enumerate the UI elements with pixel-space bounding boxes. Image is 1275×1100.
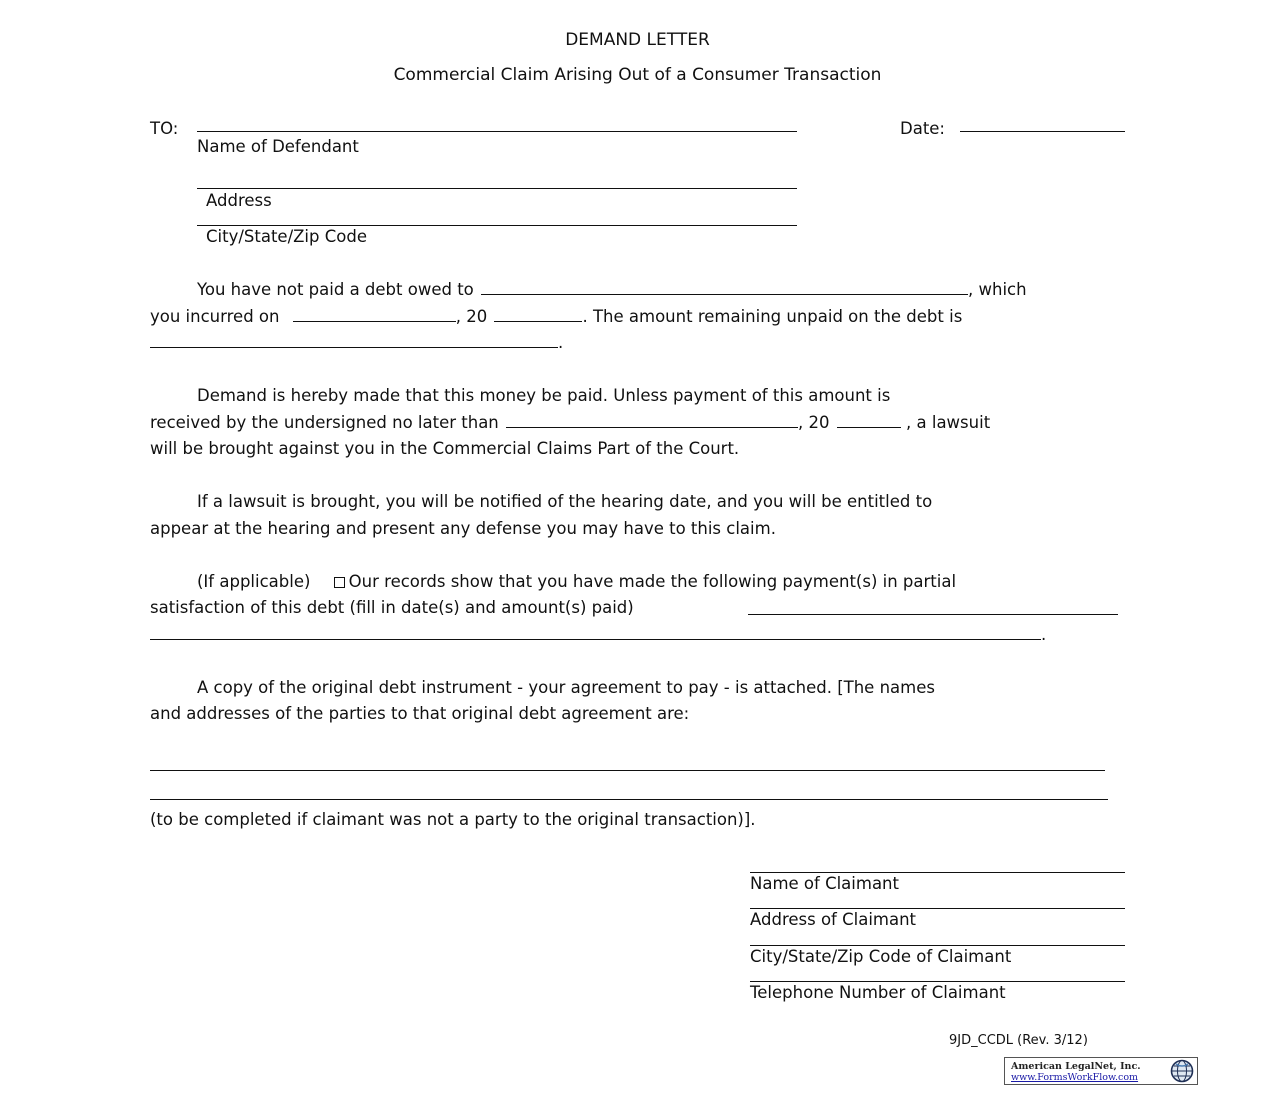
deadline-date-blank[interactable] — [506, 413, 798, 428]
claimant-address-caption: Address of Claimant — [750, 910, 917, 929]
para2-text-a: Demand is hereby made that this money be paid. Unless payment of this amount is — [197, 386, 891, 405]
parties-blank-1[interactable] — [150, 770, 1105, 771]
para2-line2 — [150, 413, 990, 432]
para4-line3 — [150, 625, 1046, 644]
para1-line3 — [150, 333, 563, 352]
globe-icon — [1170, 1059, 1194, 1083]
para4-text-c: satisfaction of this debt (fill in date(s) and amount(s) paid) — [150, 598, 634, 617]
defendant-address-line[interactable] — [197, 188, 797, 189]
logo-website-link[interactable]: www.FormsWorkFlow.com — [1011, 1072, 1139, 1083]
logo-company-name: American LegalNet, Inc. — [1011, 1061, 1141, 1072]
para1-text-d: , 20 — [455, 307, 488, 326]
para3-line2: appear at the hearing and present any defense you may have to this claim. — [150, 519, 776, 538]
defendant-city-caption: City/State/Zip Code — [206, 227, 367, 246]
payments-blank-1[interactable] — [748, 614, 1118, 615]
to-label: TO: — [150, 119, 179, 138]
para4-text-a: (If applicable) — [197, 572, 311, 591]
para5-line2: and addresses of the parties to that original debt agreement are: — [150, 704, 690, 723]
para1-line2 — [150, 307, 962, 326]
para5-text-a: A copy of the original debt instrument - your agreement to pay - is attached. [The names — [197, 678, 935, 697]
claimant-phone-line[interactable] — [750, 981, 1125, 982]
para2-text-b: received by the undersigned no later than — [150, 413, 499, 432]
para4-line1 — [150, 572, 956, 591]
para4-text-b: Our records show that you have made the following payment(s) in partial — [348, 572, 957, 591]
para2-line3: will be brought against you in the Commercial Claims Part of the Court. — [150, 439, 740, 458]
para4-line2 — [150, 598, 634, 617]
partial-payment-checkbox[interactable] — [334, 577, 345, 588]
para3-line1 — [150, 492, 932, 511]
payments-blank-2[interactable] — [150, 625, 1041, 640]
para1-text-c: you incurred on — [150, 307, 280, 326]
para5-line1 — [150, 678, 935, 697]
date-line[interactable] — [960, 131, 1125, 132]
amount-unpaid-blank[interactable] — [150, 333, 558, 348]
para1-text-f: . — [558, 333, 564, 352]
defendant-address-caption: Address — [206, 191, 272, 210]
claimant-name-caption: Name of Claimant — [750, 874, 899, 893]
para3-text-a: If a lawsuit is brought, you will be notified of the hearing date, and you will be entitled to — [197, 492, 933, 511]
claimant-city-line[interactable] — [750, 945, 1125, 946]
claimant-phone-caption: Telephone Number of Claimant — [750, 983, 1006, 1002]
deadline-year-blank[interactable] — [837, 413, 901, 428]
parties-blank-2[interactable] — [150, 799, 1108, 800]
american-legalnet-logo[interactable] — [1004, 1057, 1198, 1085]
document-subtitle: Commercial Claim Arising Out of a Consumer Transaction — [393, 65, 882, 85]
defendant-city-line[interactable] — [197, 225, 797, 226]
creditor-blank[interactable] — [481, 280, 968, 295]
para2-text-c: , 20 — [798, 413, 830, 432]
para1-line1 — [150, 280, 1027, 299]
incurred-year-blank[interactable] — [494, 307, 582, 322]
para2-line1 — [150, 386, 890, 405]
para4-text-d: . — [1041, 625, 1047, 644]
document-title: DEMAND LETTER — [565, 30, 710, 50]
para1-text-e: . The amount remaining unpaid on the debt is — [582, 307, 963, 326]
para2-text-d: , a lawsuit — [906, 413, 991, 432]
claimant-name-line[interactable] — [750, 872, 1125, 873]
para5-line3: (to be completed if claimant was not a party to the original transaction)]. — [150, 810, 756, 829]
defendant-name-caption: Name of Defendant — [197, 137, 359, 156]
incurred-date-blank[interactable] — [293, 307, 456, 322]
para1-text-a: You have not paid a debt owed to — [197, 280, 474, 299]
para1-text-b: , which — [968, 280, 1027, 299]
date-label: Date: — [900, 119, 945, 138]
defendant-name-line[interactable] — [197, 131, 797, 132]
claimant-address-line[interactable] — [750, 908, 1125, 909]
form-code: 9JD_CCDL (Rev. 3/12) — [949, 1033, 1088, 1048]
claimant-city-caption: City/State/Zip Code of Claimant — [750, 947, 1012, 966]
